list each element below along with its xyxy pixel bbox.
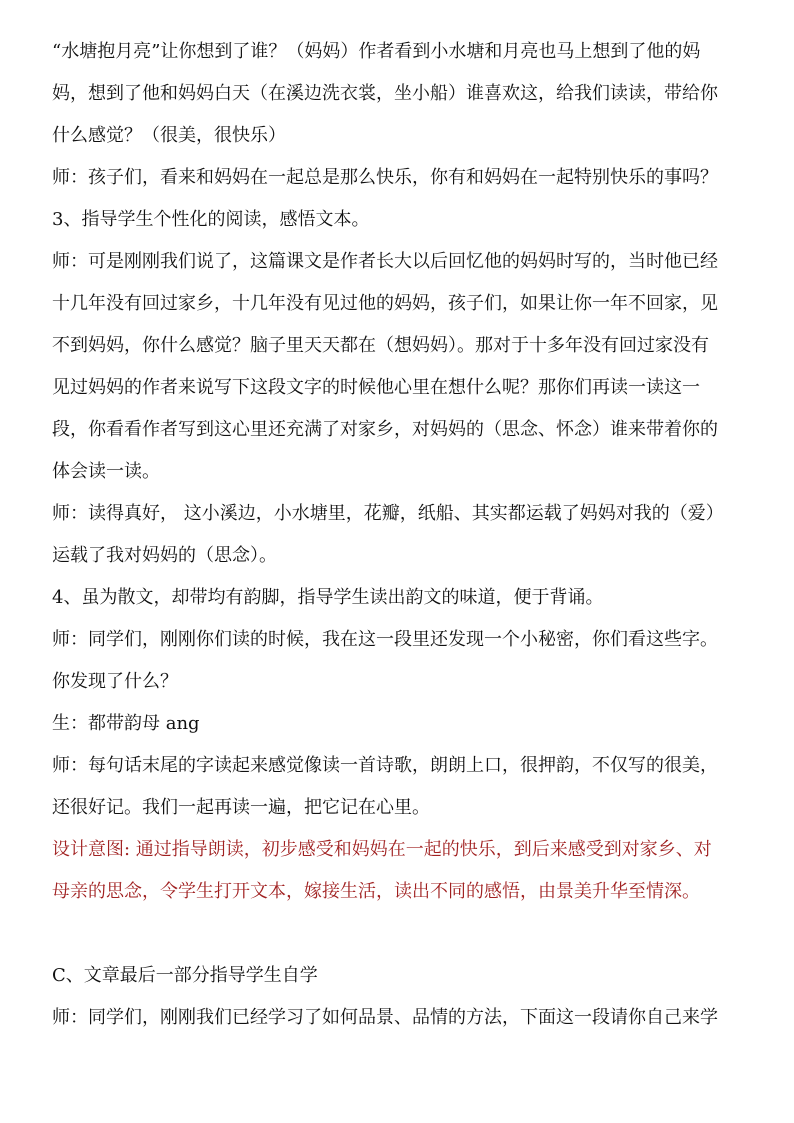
paragraph-line: 还很好记。我们一起再读一遍，把它记在心里。 (52, 797, 430, 818)
paragraph-line: 妈，想到了他和妈妈白天（在溪边洗衣裳，坐小船）谁喜欢这，给我们读读，带给你 (52, 83, 718, 104)
section-heading: 4、虽为散文，却带均有韵脚，指导学生读出韵文的味道，便于背诵。 (52, 587, 604, 608)
paragraph-line: 师：每句话末尾的字读起来感觉像读一首诗歌，朗朗上口，很押韵，不仅写的很美， (52, 755, 718, 776)
paragraph-line: 师：读得真好， 这小溪边，小水塘里，花瓣，纸船、其实都运载了妈妈对我的（爱） (52, 503, 724, 524)
paragraph-line: 师：可是刚刚我们说了，这篇课文是作者长大以后回忆他的妈妈时写的，当时他已经 (52, 251, 718, 272)
paragraph-line: 你发现了什么？ (52, 671, 178, 692)
paragraph-line: 师：孩子们，看来和妈妈在一起总是那么快乐，你有和妈妈在一起特别快乐的事吗？ (52, 167, 718, 188)
paragraph-line: 师：同学们，刚刚你们读的时候，我在这一段里还发现一个小秘密，你们看这些字。 (52, 629, 718, 650)
paragraph-line: 运载了我对妈妈的（思念）。 (52, 545, 277, 566)
paragraph-line: 师：同学们，刚刚我们已经学习了如何品景、品情的方法，下面这一段请你自己来学 (52, 1007, 718, 1028)
paragraph-line: 十几年没有回过家乡，十几年没有见过他的妈妈，孩子们，如果让你一年不回家，见 (52, 293, 718, 314)
paragraph-line: 什么感觉？（很美，很快乐） (52, 125, 286, 146)
paragraph-line: 体会读一读。 (52, 461, 160, 482)
paragraph-line: 不到妈妈，你什么感觉？脑子里天天都在（想妈妈）。那对于十多年没有回过家没有 (52, 335, 709, 356)
design-intent-line: 设计意图: 通过指导朗读，初步感受和妈妈在一起的快乐，到后来感受到对家乡、对 (52, 839, 712, 860)
paragraph-line: “水塘抱月亮”让你想到了谁？（妈妈）作者看到小水塘和月亮也马上想到了他的妈 (52, 41, 701, 62)
section-heading: 3、指导学生个性化的阅读，感悟文本。 (52, 209, 370, 230)
paragraph-line: 段，你看看作者写到这心里还充满了对家乡，对妈妈的（思念、怀念）谁来带着你的 (52, 419, 718, 440)
design-intent-line: 母亲的思念，令学生打开文本，嫁接生活，读出不同的感悟，由景美升华至情深。 (52, 881, 700, 902)
paragraph-line: 生：都带韵母 ang (52, 713, 200, 734)
section-heading: C、文章最后一部分指导学生自学 (52, 965, 318, 986)
paragraph-line: 见过妈妈的作者来说写下这段文字的时候他心里在想什么呢？那你们再读一读这一 (52, 377, 700, 398)
